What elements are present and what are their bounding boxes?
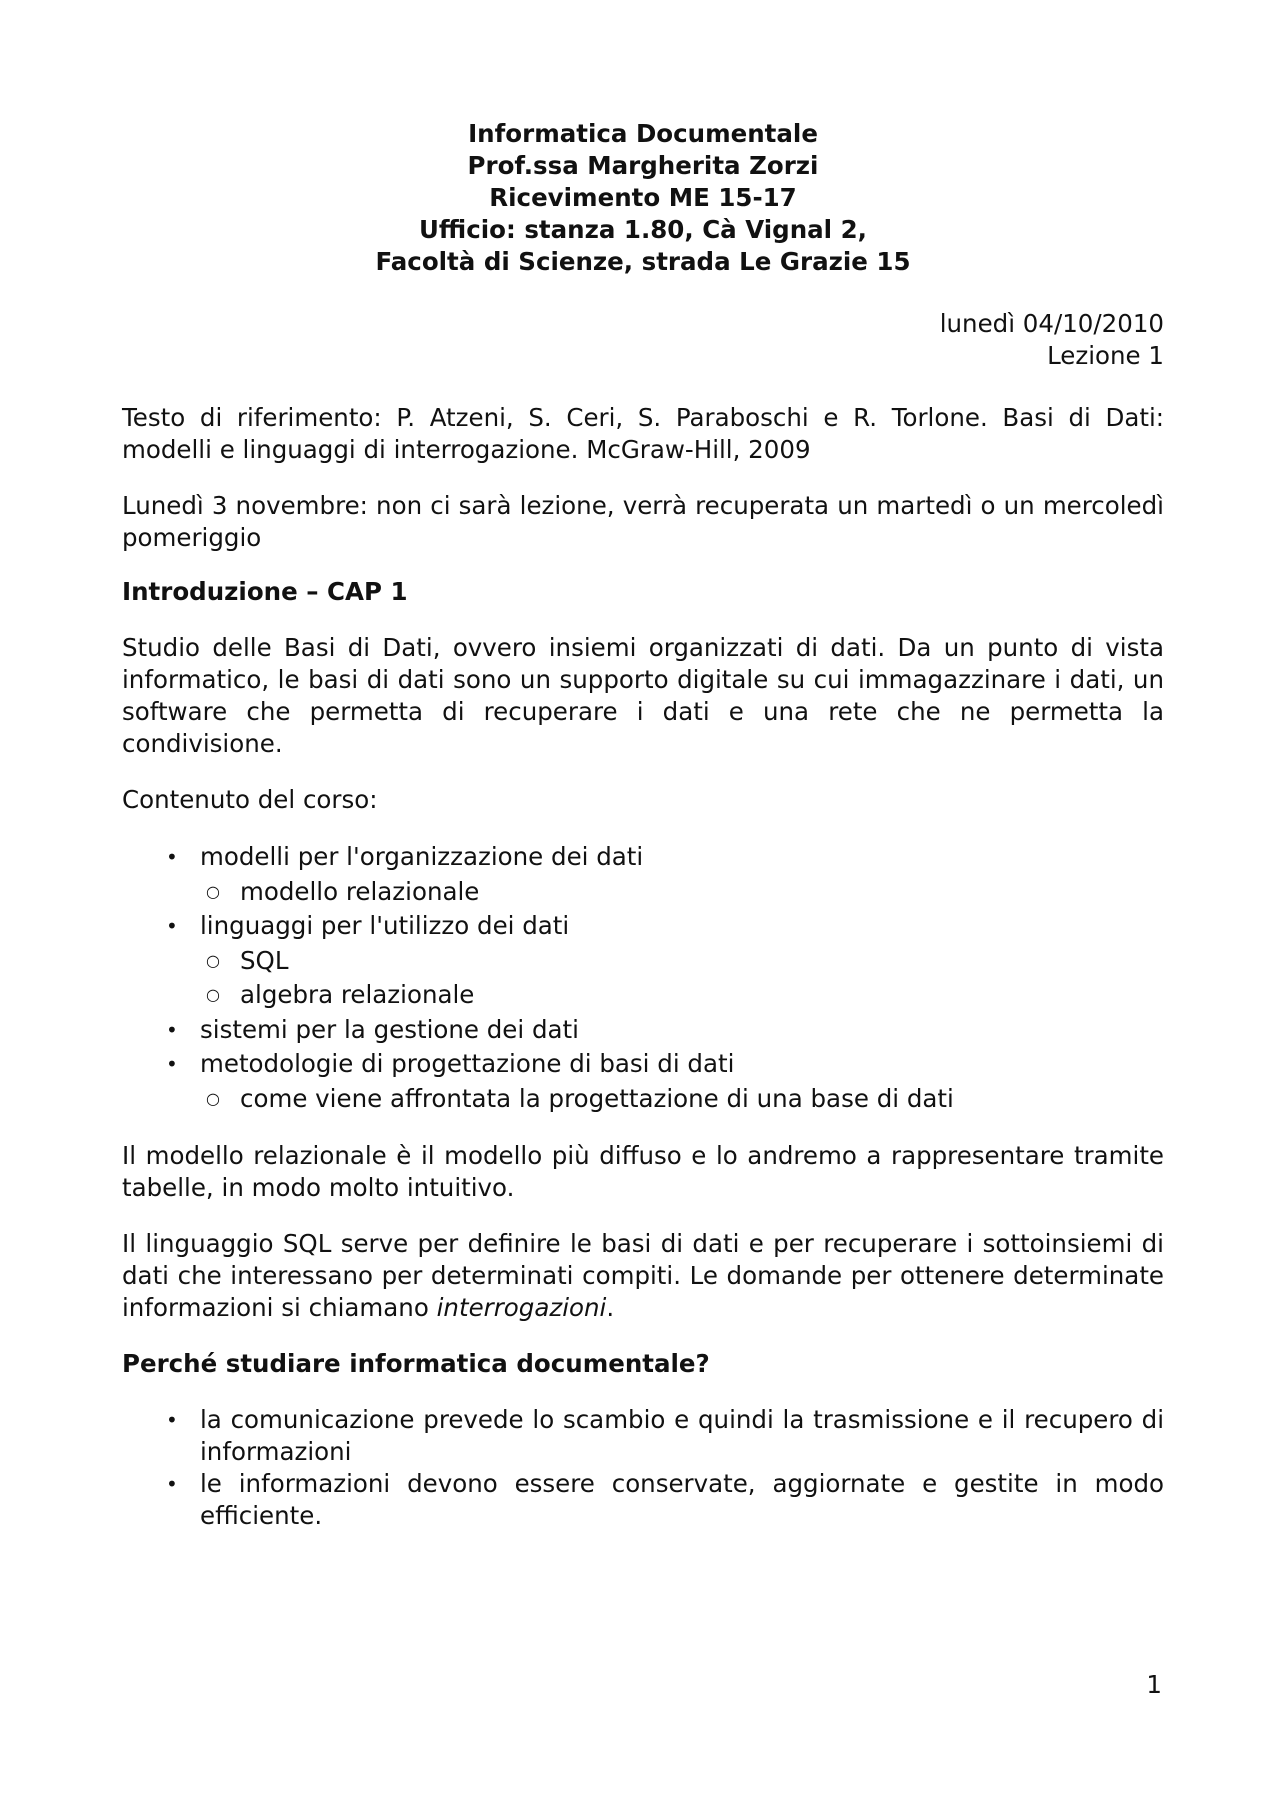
sub-list-item — [200, 875, 1164, 910]
list-item-text: modelli per l'organizzazione dei dati — [200, 842, 644, 871]
document-page — [122, 118, 1164, 1532]
course-contents-list — [122, 840, 1164, 1116]
sql-paragraph-italic-term: interrogazioni — [436, 1293, 607, 1322]
bullet-icon: • — [166, 1472, 178, 1496]
why-list — [122, 1404, 1164, 1532]
list-item — [162, 1468, 1164, 1532]
faculty-address: Facoltà di Scienze, strada Le Grazie 15 — [375, 247, 911, 276]
bullet-icon: • — [166, 914, 178, 938]
list-item-text: metodologie di progettazione di basi di dati — [200, 1049, 735, 1078]
lesson-number: Lezione 1 — [1047, 341, 1164, 370]
circle-bullet-icon: ○ — [206, 950, 220, 970]
circle-bullet-icon: ○ — [206, 1088, 220, 1108]
bullet-icon: • — [166, 1017, 178, 1042]
sql-paragraph-text: Il linguaggio SQL serve per definire le basi di dati e per recuperare i sottoinsiemi di dati che interessano per determinati compiti. Le domande per ottenere determinate informazioni si chiamano — [122, 1229, 1164, 1322]
sub-list-item — [200, 944, 1164, 979]
section-heading-why: Perché studiare informatica documentale? — [122, 1349, 710, 1378]
schedule-notice: Lunedì 3 novembre: non ci sarà lezione, verrà recuperata un martedì o un mercoledì pomeriggio — [122, 491, 1164, 552]
list-item-text: sistemi per la gestione dei dati — [200, 1014, 579, 1044]
page-number: 1 — [1146, 1670, 1162, 1699]
bullet-icon: • — [166, 1408, 178, 1432]
list-item-text: le informazioni devono essere conservate, aggiornate e gestite in modo efficiente. — [200, 1469, 1164, 1530]
circle-bullet-icon: ○ — [206, 985, 220, 1004]
course-contents-label: Contenuto del corso: — [122, 785, 378, 814]
reference-text: Testo di riferimento: P. Atzeni, S. Ceri, S. Paraboschi e R. Torlone. Basi di Dati: modelli e linguaggi di interrogazione. McGraw-Hill, 2009 — [122, 403, 1164, 464]
sub-list-item-text: modello relazionale — [240, 876, 480, 906]
intro-paragraph: Studio delle Basi di Dati, ovvero insiemi organizzati di dati. Da un punto di vista informatico, le basi di dati sono un supporto digitale su cui immagazzinare i dati, un software che permetta di recuperare i dati e una rete che ne permetta la condivisione. — [122, 633, 1164, 758]
sql-paragraph — [122, 1228, 1164, 1324]
date-block — [122, 308, 1164, 372]
bullet-icon: • — [166, 845, 178, 869]
list-item — [162, 1013, 1164, 1048]
office-location: Ufficio: stanza 1.80, Cà Vignal 2, — [419, 215, 867, 244]
professor-name: Prof.ssa Margherita Zorzi — [467, 151, 819, 180]
circle-bullet-icon: ○ — [206, 881, 220, 901]
document-header — [122, 118, 1164, 278]
list-item — [162, 1047, 1164, 1116]
list-item-text: linguaggi per l'utilizzo dei dati — [200, 911, 570, 940]
sub-list-item-text: come viene affrontata la progettazione di una base di dati — [240, 1083, 954, 1113]
sql-paragraph-end: . — [606, 1293, 615, 1322]
sub-list-item-text: SQL — [240, 945, 289, 975]
sub-list-item — [200, 978, 1164, 1013]
section-heading-intro: Introduzione – CAP 1 — [122, 577, 408, 606]
course-title: Informatica Documentale — [468, 119, 818, 148]
sub-list-item-text: algebra relazionale — [240, 980, 475, 1009]
list-item — [162, 840, 1164, 909]
relational-model-paragraph: Il modello relazionale è il modello più diffuso e lo andremo a rappresentare tramite tabelle, in modo molto intuitivo. — [122, 1141, 1164, 1202]
list-item — [162, 1404, 1164, 1468]
bullet-icon: • — [166, 1052, 178, 1076]
list-item — [162, 909, 1164, 1013]
sub-list-item — [200, 1082, 1164, 1117]
lesson-date: lunedì 04/10/2010 — [939, 309, 1164, 338]
office-hours: Ricevimento ME 15-17 — [489, 183, 797, 212]
list-item-text: la comunicazione prevede lo scambio e quindi la trasmissione e il recupero di informazioni — [200, 1405, 1164, 1466]
